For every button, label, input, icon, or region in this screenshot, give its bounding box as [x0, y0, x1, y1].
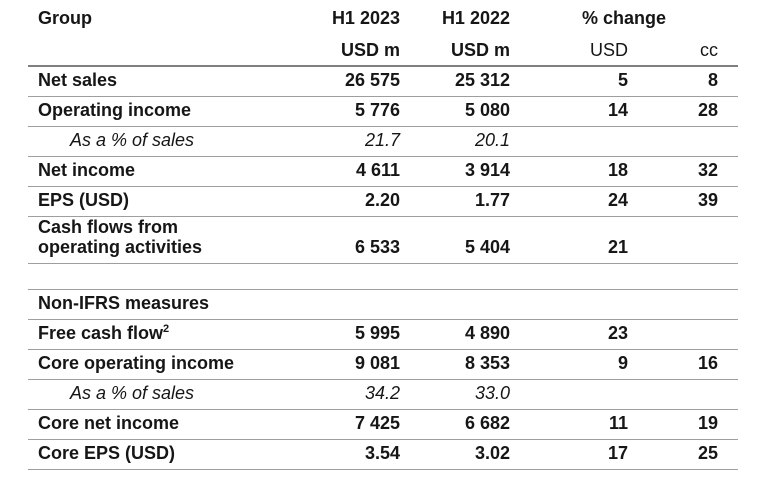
- value-h1-2023: 2.20: [310, 186, 400, 216]
- value-h1-2022: 3 914: [400, 156, 510, 186]
- table-row-core-operating-income-pct-of-sales: [28, 379, 738, 409]
- row-label: Core operating income: [28, 349, 310, 379]
- value-pct-change-usd: 9: [510, 349, 628, 379]
- value-pct-change-cc: 16: [628, 349, 738, 379]
- value-h1-2022: 1.77: [400, 186, 510, 216]
- value-h1-2022: 20.1: [400, 126, 510, 156]
- table-row-net-sales: [28, 66, 738, 96]
- value-pct-change-usd: 18: [510, 156, 628, 186]
- table-row-core-operating-income: [28, 349, 738, 379]
- table-row-free-cash-flow: [28, 319, 738, 349]
- table-row-operating-income-pct-of-sales: [28, 126, 738, 156]
- value-pct-change-usd: [510, 379, 628, 409]
- value-pct-change-usd: 14: [510, 96, 628, 126]
- section-label: Non-IFRS measures: [28, 289, 738, 319]
- value-h1-2022: 5 404: [400, 216, 510, 263]
- value-h1-2023: 9 081: [310, 349, 400, 379]
- value-pct-change-cc: 32: [628, 156, 738, 186]
- value-h1-2022: 4 890: [400, 319, 510, 349]
- table-body: [28, 66, 738, 469]
- spacer-cell: [28, 263, 738, 289]
- row-label-line: operating activities: [38, 237, 203, 258]
- header-pct-usd: USD: [510, 38, 628, 66]
- value-pct-change-cc: 19: [628, 409, 738, 439]
- table-row-core-net-income: [28, 409, 738, 439]
- row-label: [28, 216, 310, 263]
- row-label: Free cash flow$^2$: [28, 319, 310, 349]
- value-h1-2022: 33.0: [400, 379, 510, 409]
- value-h1-2022: 25 312: [400, 66, 510, 96]
- value-h1-2022: 8 353: [400, 349, 510, 379]
- header-usd-m-2022: USD m: [400, 38, 510, 66]
- row-label-line: Cash flows from: [38, 217, 179, 238]
- value-h1-2023: 21.7: [310, 126, 400, 156]
- value-pct-change-usd: [510, 126, 628, 156]
- value-pct-change-cc: [628, 379, 738, 409]
- footnote-marker: 2: [163, 323, 170, 336]
- row-label: EPS (USD): [28, 186, 310, 216]
- value-h1-2023: 5 995: [310, 319, 400, 349]
- value-pct-change-cc: [628, 126, 738, 156]
- header-row-1: [28, 0, 738, 38]
- table-row-eps-usd: [28, 186, 738, 216]
- value-h1-2023: 6 533: [310, 216, 400, 263]
- table-row-core-eps-usd: [28, 439, 738, 469]
- row-label: Operating income: [28, 96, 310, 126]
- row-label: Net income: [28, 156, 310, 186]
- header-h1-2023: H1 2023: [331, 8, 400, 28]
- value-h1-2023: 5 776: [310, 96, 400, 126]
- header-pct-change: % change: [581, 8, 667, 28]
- value-pct-change-cc: 28: [628, 96, 738, 126]
- value-pct-change-cc: [628, 216, 738, 263]
- value-pct-change-usd: 5: [510, 66, 628, 96]
- value-h1-2022: 6 682: [400, 409, 510, 439]
- value-h1-2022: 3.02: [400, 439, 510, 469]
- value-pct-change-cc: [628, 319, 738, 349]
- value-h1-2022: 5 080: [400, 96, 510, 126]
- table-row-spacer: [28, 263, 738, 289]
- header-usd-m-2023: USD m: [310, 38, 400, 66]
- value-pct-change-usd: 17: [510, 439, 628, 469]
- table-row-non-ifrs-measures: [28, 289, 738, 319]
- header-h1-2022: H1 2022: [441, 8, 510, 28]
- header-group: Group: [28, 0, 310, 66]
- row-label: As a % of sales: [28, 379, 310, 409]
- row-label: Core net income: [28, 409, 310, 439]
- header-pct-cc: cc: [628, 38, 738, 66]
- value-pct-change-usd: 24: [510, 186, 628, 216]
- value-pct-change-cc: 39: [628, 186, 738, 216]
- value-pct-change-usd: 11: [510, 409, 628, 439]
- row-label: Net sales: [28, 66, 310, 96]
- value-h1-2023: 26 575: [310, 66, 400, 96]
- group-financials-table: [28, 0, 738, 470]
- row-label: Core EPS (USD): [28, 439, 310, 469]
- table-row-net-income: [28, 156, 738, 186]
- value-pct-change-cc: 25: [628, 439, 738, 469]
- table-header: [28, 0, 738, 66]
- table-row-operating-income: [28, 96, 738, 126]
- table-row-cash-flows-operating: [28, 216, 738, 263]
- value-pct-change-usd: 23: [510, 319, 628, 349]
- row-label: As a % of sales: [28, 126, 310, 156]
- value-h1-2023: 4 611: [310, 156, 400, 186]
- value-h1-2023: 7 425: [310, 409, 400, 439]
- value-pct-change-usd: 21: [510, 216, 628, 263]
- value-h1-2023: 34.2: [310, 379, 400, 409]
- value-pct-change-cc: 8: [628, 66, 738, 96]
- value-h1-2023: 3.54: [310, 439, 400, 469]
